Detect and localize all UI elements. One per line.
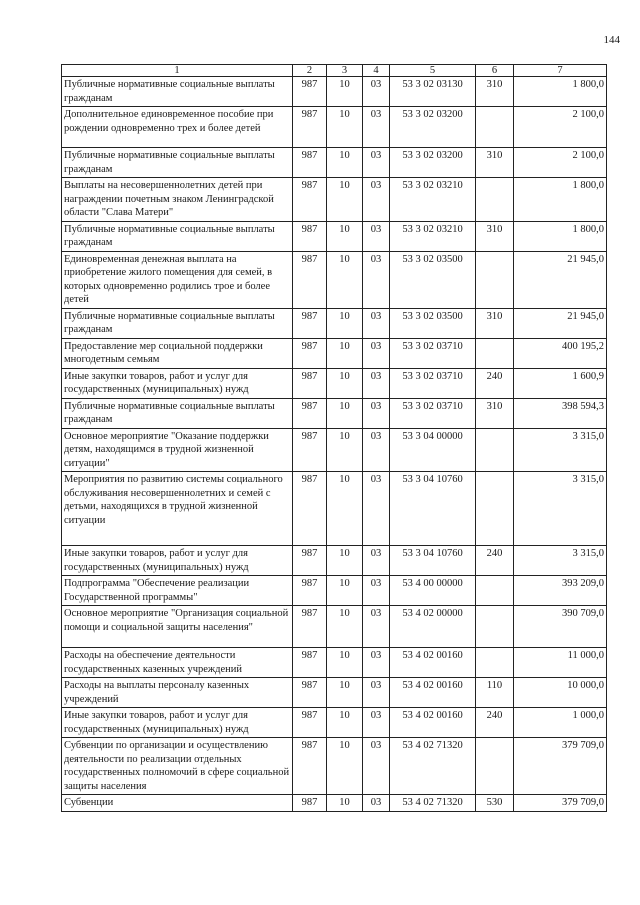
row-target-cell: 53 3 02 03130 xyxy=(390,77,476,107)
row-code-cell: 987 xyxy=(293,338,327,368)
row-code-cell: 987 xyxy=(293,178,327,222)
row-amount-cell: 1 800,0 xyxy=(514,221,607,251)
row-type-cell: 240 xyxy=(476,368,514,398)
row-type-cell: 310 xyxy=(476,221,514,251)
row-amount-cell: 1 800,0 xyxy=(514,77,607,107)
row-name-cell: Иные закупки товаров, работ и услуг для государственных (муниципальных) нужд xyxy=(62,368,293,398)
row-section-cell: 10 xyxy=(327,648,363,678)
table-row xyxy=(62,708,607,738)
row-type-cell xyxy=(476,251,514,308)
row-code-cell: 987 xyxy=(293,398,327,428)
row-section-cell: 10 xyxy=(327,472,363,546)
row-name-cell: Дополнительное единовременное пособие при рождении одновременно трех и более детей xyxy=(62,107,293,148)
table-row xyxy=(62,795,607,812)
row-target-cell: 53 4 02 71320 xyxy=(390,795,476,812)
row-amount-cell: 3 315,0 xyxy=(514,546,607,576)
row-subsection-cell: 03 xyxy=(363,338,390,368)
row-name-cell: Публичные нормативные социальные выплаты гражданам xyxy=(62,398,293,428)
row-subsection-cell: 03 xyxy=(363,795,390,812)
row-code-cell: 987 xyxy=(293,795,327,812)
row-section-cell: 10 xyxy=(327,708,363,738)
row-code-cell: 987 xyxy=(293,221,327,251)
row-type-cell: 310 xyxy=(476,398,514,428)
row-code-cell: 987 xyxy=(293,148,327,178)
row-subsection-cell: 03 xyxy=(363,738,390,795)
row-name-cell: Основное мероприятие "Оказание поддержки детям, находящимся в трудной жизненной ситуации" xyxy=(62,428,293,472)
table-row xyxy=(62,546,607,576)
row-section-cell: 10 xyxy=(327,368,363,398)
table-row xyxy=(62,308,607,338)
row-code-cell: 987 xyxy=(293,107,327,148)
row-amount-cell: 10 000,0 xyxy=(514,678,607,708)
row-section-cell: 10 xyxy=(327,428,363,472)
row-type-cell xyxy=(476,472,514,546)
header-cell: 7 xyxy=(514,65,607,77)
row-amount-cell: 1 600,9 xyxy=(514,368,607,398)
row-code-cell: 987 xyxy=(293,308,327,338)
row-subsection-cell: 03 xyxy=(363,368,390,398)
row-code-cell: 987 xyxy=(293,738,327,795)
row-target-cell: 53 3 04 10760 xyxy=(390,472,476,546)
row-section-cell: 10 xyxy=(327,251,363,308)
row-target-cell: 53 4 02 00160 xyxy=(390,678,476,708)
row-target-cell: 53 4 02 71320 xyxy=(390,738,476,795)
row-type-cell xyxy=(476,738,514,795)
row-subsection-cell: 03 xyxy=(363,576,390,606)
row-target-cell: 53 3 02 03500 xyxy=(390,251,476,308)
row-target-cell: 53 3 02 03210 xyxy=(390,178,476,222)
row-code-cell: 987 xyxy=(293,606,327,648)
table-row xyxy=(62,221,607,251)
row-target-cell: 53 3 02 03500 xyxy=(390,308,476,338)
row-name-cell: Расходы на обеспечение деятельности государственных казенных учреждений xyxy=(62,648,293,678)
row-amount-cell: 2 100,0 xyxy=(514,148,607,178)
header-cell: 5 xyxy=(390,65,476,77)
row-name-cell: Основное мероприятие "Организация социальной помощи и социальной защиты населения" xyxy=(62,606,293,648)
row-name-cell: Выплаты на несовершеннолетних детей при награждении почетным знаком Ленинградской области "Слава Матери" xyxy=(62,178,293,222)
header-row xyxy=(62,65,607,77)
table-row xyxy=(62,251,607,308)
table-row xyxy=(62,648,607,678)
row-subsection-cell: 03 xyxy=(363,221,390,251)
row-name-cell: Единовременная денежная выплата на приобретение жилого помещения для семей, в которых одновременно родились трое и более детей xyxy=(62,251,293,308)
row-target-cell: 53 3 02 03210 xyxy=(390,221,476,251)
row-type-cell xyxy=(476,606,514,648)
row-section-cell: 10 xyxy=(327,178,363,222)
row-subsection-cell: 03 xyxy=(363,107,390,148)
row-subsection-cell: 03 xyxy=(363,77,390,107)
row-type-cell: 310 xyxy=(476,148,514,178)
row-code-cell: 987 xyxy=(293,77,327,107)
row-section-cell: 10 xyxy=(327,107,363,148)
row-subsection-cell: 03 xyxy=(363,678,390,708)
table-row xyxy=(62,428,607,472)
row-amount-cell: 3 315,0 xyxy=(514,472,607,546)
row-type-cell xyxy=(476,648,514,678)
row-type-cell xyxy=(476,576,514,606)
row-code-cell: 987 xyxy=(293,648,327,678)
row-section-cell: 10 xyxy=(327,77,363,107)
row-amount-cell: 398 594,3 xyxy=(514,398,607,428)
row-subsection-cell: 03 xyxy=(363,546,390,576)
header-cell: 4 xyxy=(363,65,390,77)
row-name-cell: Иные закупки товаров, работ и услуг для государственных (муниципальных) нужд xyxy=(62,708,293,738)
row-name-cell: Иные закупки товаров, работ и услуг для государственных (муниципальных) нужд xyxy=(62,546,293,576)
row-amount-cell: 1 000,0 xyxy=(514,708,607,738)
row-code-cell: 987 xyxy=(293,546,327,576)
row-target-cell: 53 3 02 03710 xyxy=(390,398,476,428)
row-target-cell: 53 4 02 00000 xyxy=(390,606,476,648)
row-target-cell: 53 4 02 00160 xyxy=(390,708,476,738)
row-subsection-cell: 03 xyxy=(363,606,390,648)
row-target-cell: 53 3 04 00000 xyxy=(390,428,476,472)
row-amount-cell: 379 709,0 xyxy=(514,795,607,812)
row-target-cell: 53 3 02 03200 xyxy=(390,107,476,148)
row-amount-cell: 21 945,0 xyxy=(514,308,607,338)
row-section-cell: 10 xyxy=(327,606,363,648)
header-cell: 1 xyxy=(62,65,293,77)
row-code-cell: 987 xyxy=(293,251,327,308)
row-section-cell: 10 xyxy=(327,221,363,251)
header-cell: 6 xyxy=(476,65,514,77)
row-name-cell: Мероприятия по развитию системы социального обслуживания несовершеннолетних и семей с детьми, находящихся в трудной жизненной ситуации xyxy=(62,472,293,546)
row-amount-cell: 390 709,0 xyxy=(514,606,607,648)
row-amount-cell: 400 195,2 xyxy=(514,338,607,368)
row-code-cell: 987 xyxy=(293,472,327,546)
row-section-cell: 10 xyxy=(327,338,363,368)
row-amount-cell: 3 315,0 xyxy=(514,428,607,472)
row-name-cell: Субвенции по организации и осуществлению деятельности по реализации отдельных государственных полномочий в сфере социальной защиты населения xyxy=(62,738,293,795)
row-amount-cell: 379 709,0 xyxy=(514,738,607,795)
row-target-cell: 53 3 02 03710 xyxy=(390,368,476,398)
row-name-cell: Подпрограмма "Обеспечение реализации Государственной программы" xyxy=(62,576,293,606)
row-section-cell: 10 xyxy=(327,576,363,606)
table-body xyxy=(62,77,607,812)
header-cell: 3 xyxy=(327,65,363,77)
row-target-cell: 53 4 00 00000 xyxy=(390,576,476,606)
row-subsection-cell: 03 xyxy=(363,648,390,678)
table-row xyxy=(62,77,607,107)
table-row xyxy=(62,678,607,708)
row-type-cell: 110 xyxy=(476,678,514,708)
row-code-cell: 987 xyxy=(293,678,327,708)
row-subsection-cell: 03 xyxy=(363,178,390,222)
row-subsection-cell: 03 xyxy=(363,472,390,546)
budget-table xyxy=(61,64,607,812)
row-section-cell: 10 xyxy=(327,738,363,795)
row-name-cell: Публичные нормативные социальные выплаты гражданам xyxy=(62,308,293,338)
row-amount-cell: 21 945,0 xyxy=(514,251,607,308)
row-target-cell: 53 3 04 10760 xyxy=(390,546,476,576)
table-row xyxy=(62,472,607,546)
table-row xyxy=(62,398,607,428)
row-section-cell: 10 xyxy=(327,795,363,812)
table-row xyxy=(62,338,607,368)
row-subsection-cell: 03 xyxy=(363,308,390,338)
table-row xyxy=(62,576,607,606)
table-row xyxy=(62,107,607,148)
row-name-cell: Расходы на выплаты персоналу казенных учреждений xyxy=(62,678,293,708)
row-type-cell: 310 xyxy=(476,77,514,107)
row-type-cell xyxy=(476,338,514,368)
row-subsection-cell: 03 xyxy=(363,251,390,308)
row-section-cell: 10 xyxy=(327,678,363,708)
row-type-cell: 530 xyxy=(476,795,514,812)
row-amount-cell: 2 100,0 xyxy=(514,107,607,148)
row-subsection-cell: 03 xyxy=(363,428,390,472)
table-row xyxy=(62,606,607,648)
row-type-cell xyxy=(476,178,514,222)
row-subsection-cell: 03 xyxy=(363,398,390,428)
row-type-cell xyxy=(476,428,514,472)
row-code-cell: 987 xyxy=(293,708,327,738)
row-name-cell: Публичные нормативные социальные выплаты гражданам xyxy=(62,77,293,107)
table-row xyxy=(62,178,607,222)
row-type-cell: 240 xyxy=(476,546,514,576)
header-cell: 2 xyxy=(293,65,327,77)
row-section-cell: 10 xyxy=(327,308,363,338)
row-section-cell: 10 xyxy=(327,546,363,576)
page-number: 144 xyxy=(603,34,620,46)
row-type-cell: 310 xyxy=(476,308,514,338)
row-amount-cell: 393 209,0 xyxy=(514,576,607,606)
row-target-cell: 53 3 02 03200 xyxy=(390,148,476,178)
row-code-cell: 987 xyxy=(293,576,327,606)
row-section-cell: 10 xyxy=(327,148,363,178)
row-type-cell xyxy=(476,107,514,148)
row-subsection-cell: 03 xyxy=(363,708,390,738)
row-subsection-cell: 03 xyxy=(363,148,390,178)
row-amount-cell: 11 000,0 xyxy=(514,648,607,678)
row-section-cell: 10 xyxy=(327,398,363,428)
table-row xyxy=(62,738,607,795)
row-target-cell: 53 4 02 00160 xyxy=(390,648,476,678)
table-row xyxy=(62,368,607,398)
row-code-cell: 987 xyxy=(293,428,327,472)
row-name-cell: Субвенции xyxy=(62,795,293,812)
row-amount-cell: 1 800,0 xyxy=(514,178,607,222)
row-name-cell: Предоставление мер социальной поддержки многодетным семьям xyxy=(62,338,293,368)
row-name-cell: Публичные нормативные социальные выплаты гражданам xyxy=(62,148,293,178)
row-code-cell: 987 xyxy=(293,368,327,398)
row-target-cell: 53 3 02 03710 xyxy=(390,338,476,368)
table-row xyxy=(62,148,607,178)
row-name-cell: Публичные нормативные социальные выплаты гражданам xyxy=(62,221,293,251)
row-type-cell: 240 xyxy=(476,708,514,738)
